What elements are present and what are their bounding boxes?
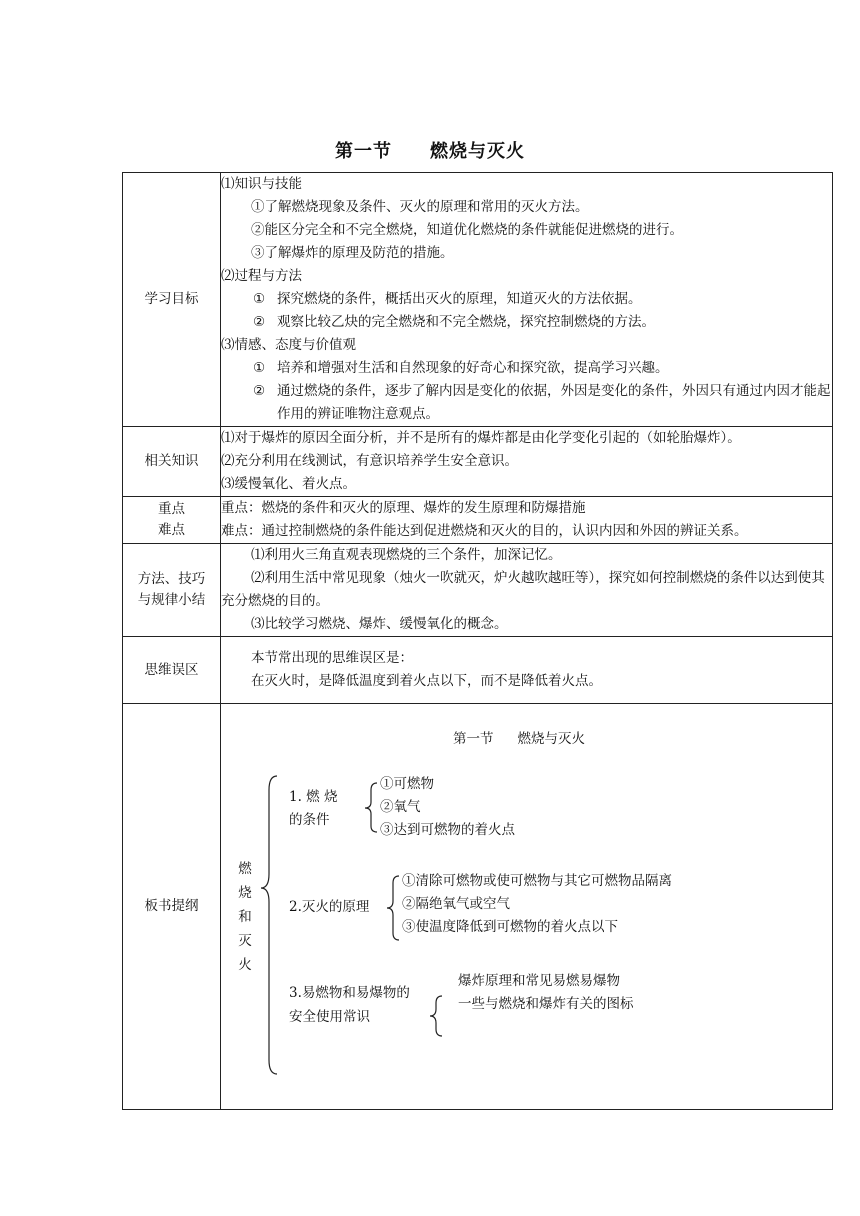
branch-1-item-1: ①可燃物 <box>380 776 434 792</box>
content-related <box>221 427 833 497</box>
row-goals <box>123 173 833 427</box>
goals-p1-num: ① <box>253 291 266 307</box>
label-outline: 板书提纲 <box>123 704 221 1110</box>
goals-p1-text: 探究燃烧的条件，概括出灭火的原理，知道灭火的方法依据。 <box>277 291 642 307</box>
misc-l1: 本节常出现的思维误区是： <box>251 650 413 666</box>
title-topic: 燃烧与灭火 <box>430 141 525 162</box>
title-section: 第一节 <box>335 141 392 162</box>
goals-e2-num: ② <box>253 383 266 399</box>
misc-l2: 在灭火时，是降低温度到着火点以下，而不是降低着火点。 <box>251 673 602 689</box>
brace-conditions-real <box>365 783 377 832</box>
row-outline <box>123 704 833 1110</box>
method-l3: ⑶比较学习燃烧、爆炸、缓慢氧化的概念。 <box>251 616 508 632</box>
content-outline <box>221 704 833 1110</box>
row-method <box>123 544 833 637</box>
label-method-1: 方法、技巧 <box>137 571 206 587</box>
goals-p2 <box>221 311 832 334</box>
brace-root <box>261 776 277 1074</box>
outline-board <box>221 704 832 1108</box>
outline-heading <box>453 728 585 751</box>
key-l1: 重点：燃烧的条件和灭火的原理、爆炸的发生原理和防爆措施 <box>221 500 586 516</box>
branch-3-title <box>289 981 410 1029</box>
outline-heading-topic: 燃烧与灭火 <box>517 731 585 747</box>
root-char-4: 灭 <box>238 933 252 949</box>
label-related: 相关知识 <box>123 427 221 497</box>
brace-principle <box>387 876 399 940</box>
branch-3-line-2: 安全使用常识 <box>289 1009 370 1025</box>
goals-k2: ②能区分完全和不完全燃烧，知道优化燃烧的条件就能促进燃烧的进行。 <box>251 222 683 238</box>
label-key-1: 重点 <box>158 501 185 517</box>
lesson-table <box>122 172 833 1110</box>
branch-2-title: 2.灭火的原理 <box>289 899 370 915</box>
related-l3: ⑶缓慢氧化、着火点。 <box>221 476 356 492</box>
goals-k3: ③了解爆炸的原理及防范的措施。 <box>251 245 454 261</box>
content-goals <box>221 173 833 427</box>
goals-e1-num: ① <box>253 360 266 376</box>
goals-p2-text: 观察比较乙炔的完全燃烧和不完全燃烧，探究控制燃烧的方法。 <box>277 314 655 330</box>
row-related <box>123 427 833 497</box>
goals-k1: ①了解燃烧现象及条件、灭火的原理和常用的灭火方法。 <box>251 199 589 215</box>
branch-2-items <box>402 870 672 939</box>
root-char-3: 和 <box>238 909 252 925</box>
brace-safety <box>430 996 442 1036</box>
branch-3-item-2: 一些与燃烧和爆炸有关的图标 <box>458 996 634 1012</box>
branch-1-items <box>380 773 515 842</box>
branch-3-line-1: 3.易燃物和易爆物的 <box>289 985 410 1001</box>
page-title <box>0 137 860 163</box>
label-misconception: 思维误区 <box>123 637 221 704</box>
branch-1-item-3: ③达到可燃物的着火点 <box>380 822 515 838</box>
goals-e2-text: 通过燃烧的条件，逐步了解内因是变化的依据，外因是变化的条件，外因只有通过内因才能起作用的辨证唯物注意观点。 <box>277 383 831 422</box>
branch-2-item-3: ③使温度降低到可燃物的着火点以下 <box>402 919 618 935</box>
branch-1-line-2: 的条件 <box>289 812 330 828</box>
branch-1-item-2: ②氧气 <box>380 799 421 815</box>
branch-1-line-1: 1. 燃 烧 <box>289 789 338 805</box>
root-char-2: 烧 <box>238 885 252 901</box>
label-method-2: 与规律小结 <box>137 592 206 608</box>
label-goals: 学习目标 <box>123 173 221 427</box>
goals-p2-num: ② <box>253 314 266 330</box>
branch-3-item-1: 爆炸原理和常见易燃易爆物 <box>458 973 620 989</box>
label-key <box>123 497 221 544</box>
related-l1: ⑴对于爆炸的原因全面分析，并不是所有的爆炸都是由化学变化引起的（如轮胎爆炸）。 <box>221 430 741 446</box>
branch-1-title <box>289 786 337 832</box>
method-l2: ⑵利用生活中常见现象（烛火一吹就灭，炉火越吹越旺等），探究如何控制燃烧的条件以达到使其充分燃烧的目的。 <box>221 570 825 609</box>
branch-2-item-2: ②隔绝氧气或空气 <box>402 896 510 912</box>
goals-e1 <box>221 357 832 380</box>
goals-heading-3: ⑶情感、态度与价值观 <box>221 337 356 353</box>
method-l1: ⑴利用火三角直观表现燃烧的三个条件，加深记忆。 <box>251 547 562 563</box>
goals-e1-text: 培养和增强对生活和自然现象的好奇心和探究欲，提高学习兴趣。 <box>277 360 669 376</box>
branch-3-items <box>458 970 634 1016</box>
label-key-2: 难点 <box>158 522 185 538</box>
related-l2: ⑵充分利用在线测试，有意识培养学生安全意识。 <box>221 453 518 469</box>
goals-heading-1: ⑴知识与技能 <box>221 176 302 192</box>
key-l2: 难点：通过控制燃烧的条件能达到促进燃烧和灭火的目的，认识内因和外因的辨证关系。 <box>221 523 748 539</box>
root-char-5: 火 <box>238 957 252 973</box>
goals-e2 <box>221 380 832 426</box>
label-method <box>123 544 221 637</box>
content-misconception <box>221 637 833 704</box>
branch-2-item-1: ①清除可燃物或使可燃物与其它可燃物品隔离 <box>402 873 672 889</box>
goals-p1 <box>221 288 832 311</box>
content-method <box>221 544 833 637</box>
outline-root <box>235 857 255 977</box>
outline-heading-section: 第一节 <box>453 731 494 747</box>
goals-heading-2: ⑵过程与方法 <box>221 268 302 284</box>
content-key <box>221 497 833 544</box>
root-char-1: 燃 <box>238 861 252 877</box>
row-misconception <box>123 637 833 704</box>
row-key <box>123 497 833 544</box>
